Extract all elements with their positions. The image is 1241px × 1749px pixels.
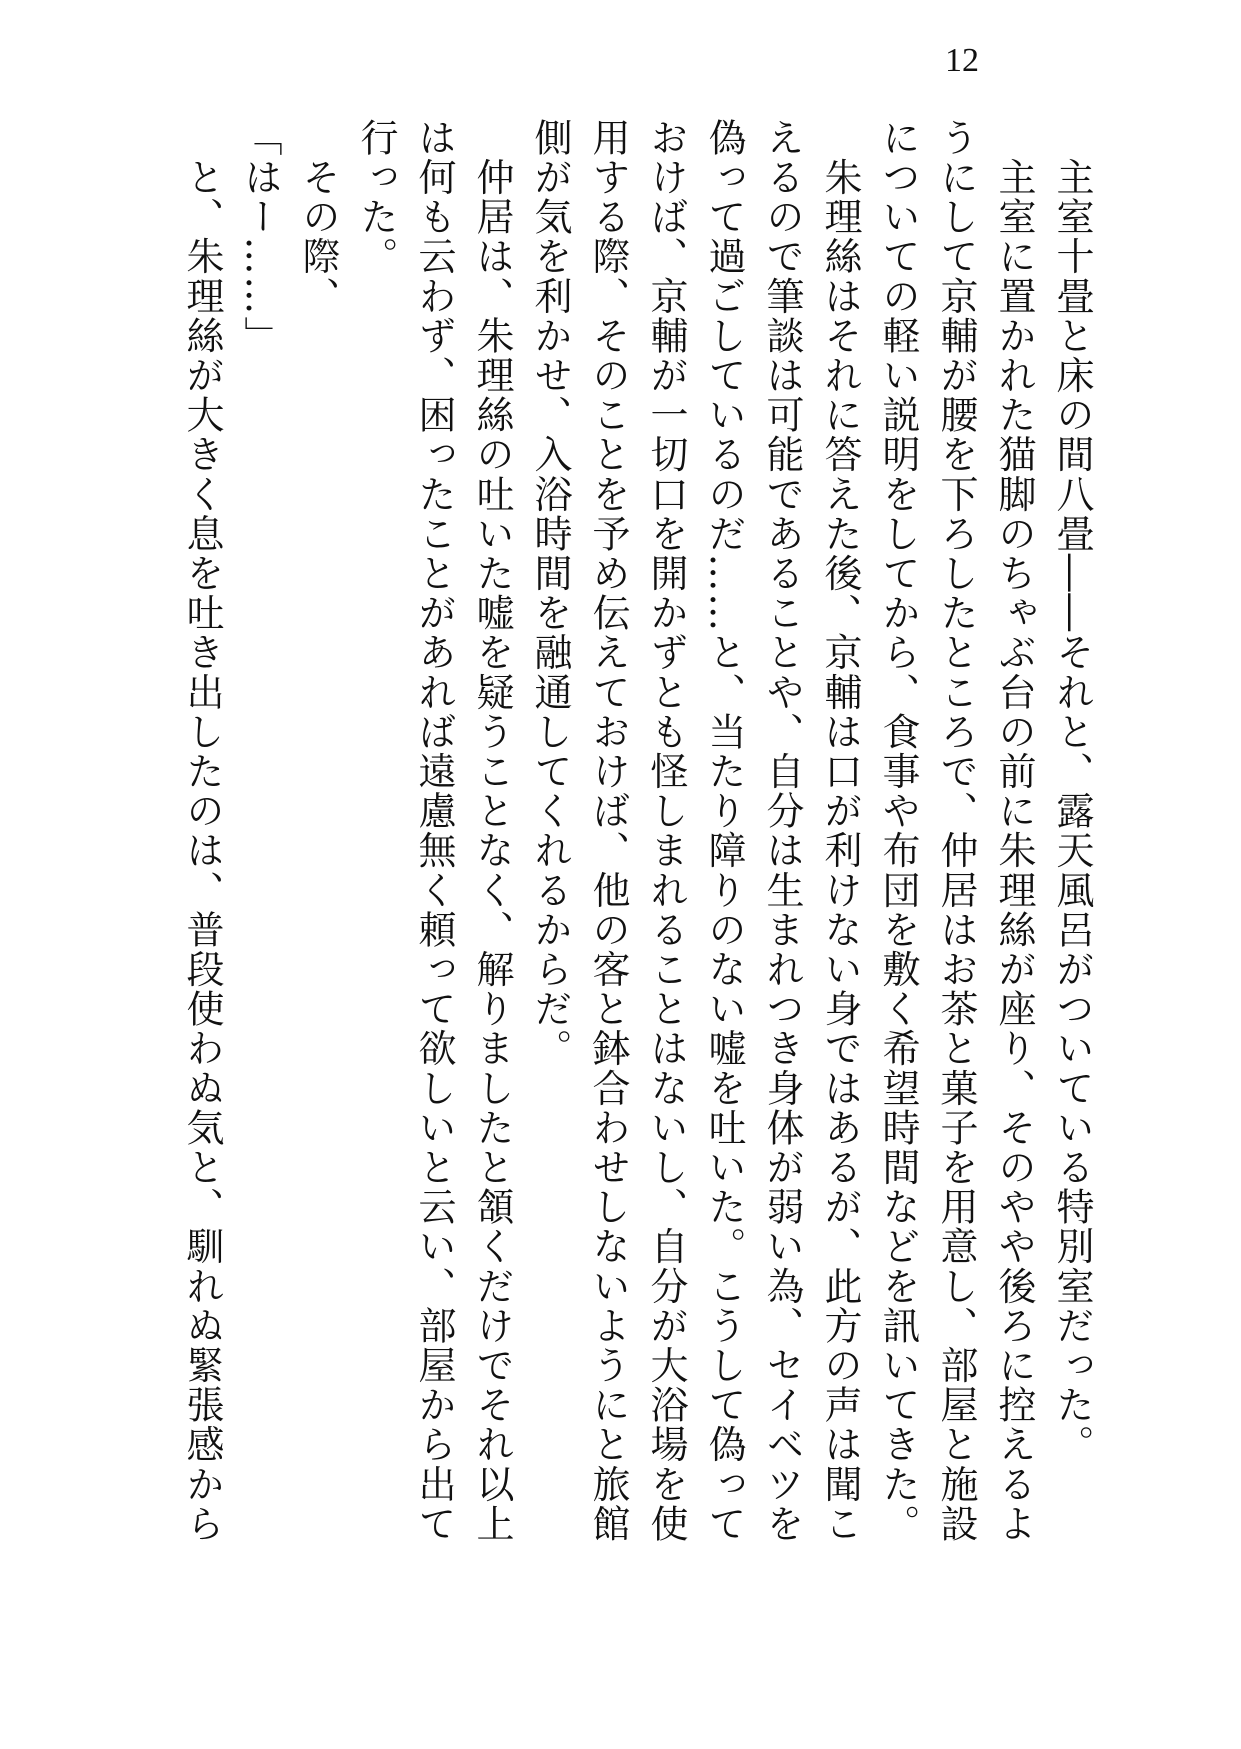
- text-column-3: うにして京輔が腰を下ろしたところで、仲居はお茶と菓子を用意し、部屋と施設: [934, 118, 978, 1544]
- page-number: 12: [945, 42, 979, 79]
- text-column-16: と、朱理絲が大きく息を吐き出したのは、普段使わぬ気と、馴れぬ緊張感から: [180, 118, 224, 1544]
- text-column-5: 朱理絲はそれに答えた後、京輔は口が利けない身ではあるが、此方の声は聞こ: [818, 118, 862, 1544]
- text-column-2: 主室に置かれた猫脚のちゃぶ台の前に朱理絲が座り、そのやや後ろに控えるよ: [992, 118, 1036, 1544]
- text-column-4: についての軽い説明をしてから、食事や布団を敷く希望時間などを訊いてきた。: [876, 118, 920, 1544]
- text-column-8: おけば、京輔が一切口を開かずとも怪しまれることはないし、自分が大浴場を使: [644, 118, 688, 1544]
- text-column-12: は何も云わず、困ったことがあれば遠慮無く頼って欲しいと云い、部屋から出て: [412, 118, 456, 1544]
- text-column-11: 仲居は、朱理絲の吐いた嘘を疑うことなく、解りましたと頷くだけでそれ以上: [470, 118, 514, 1544]
- text-column-9: 用する際、そのことを予め伝えておけば、他の客と鉢合わせしないようにと旅館: [586, 118, 630, 1544]
- text-column-15: 「はー……」: [238, 118, 282, 356]
- text-column-14: その際、: [296, 118, 340, 316]
- text-column-6: えるので筆談は可能であることや、自分は生まれつき身体が弱い為、セイベツを: [760, 118, 804, 1544]
- text-column-7: 偽って過ごしているのだ……と、当たり障りのない嘘を吐いた。こうして偽って: [702, 118, 746, 1544]
- vertical-text-body: [173, 118, 1101, 1558]
- text-column-1: 主室十畳と床の間八畳――それと、露天風呂がついている特別室だった。: [1050, 118, 1094, 1465]
- text-column-13: 行った。: [354, 118, 398, 277]
- text-column-10: 側が気を利かせ、入浴時間を融通してくれるからだ。: [528, 118, 572, 1069]
